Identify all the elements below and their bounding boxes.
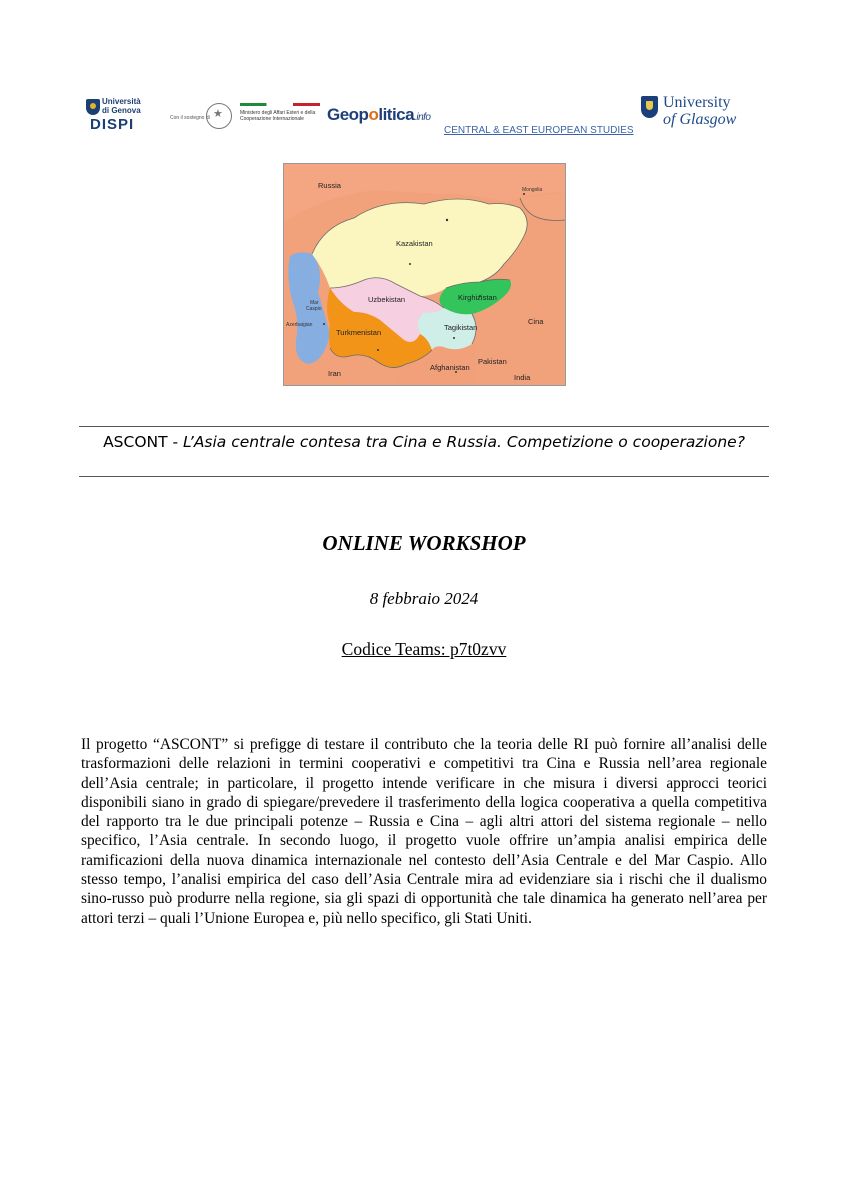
- title-top-rule: [79, 426, 769, 427]
- workshop-heading: ONLINE WORKSHOP: [322, 531, 526, 555]
- geopolitica-info-logo: [325, 99, 441, 132]
- ministero-sostegno-text: Con il sostegno di: [170, 115, 210, 121]
- map-label-uzbekistan: Uzbekistan: [368, 295, 406, 304]
- ministero-logo-text: Ministero degli Affari Esteri e della Cooperazione Internazionale: [240, 110, 316, 122]
- map-label-pakistan: Pakistan: [478, 357, 507, 366]
- glasgow-shield-icon: [641, 96, 658, 118]
- teams-code: Codice Teams: p7t0zvv: [341, 639, 507, 659]
- genova-crest-icon: [86, 99, 100, 115]
- map-label-mar: Mar: [310, 300, 319, 306]
- map-svg: [284, 164, 565, 385]
- glasgow-logo-line1: University: [663, 94, 731, 111]
- project-description: Il progetto “ASCONT” si prefigge di testare il contributo che la teoria delle RI può fornire all’analisi delle trasformazioni delle relazioni in termini cooperativi e competitivi tra Cina e Russia nell’area regionale dell’Asia centrale; in particolare, il progetto intende verificare in che misura i diversi approcci teorici disponibili siano in grado di spiegare/prevedere il trasferimento della logica cooperativa a quella competitiva del rapporto tra le due principali potenze – Russia e Cina – agli altri attori del sistema regionale – nello specifico, l’Asia centrale. In secondo luogo, il progetto vuole offrire un’ampia analisi empirica delle ramificazioni della nuova dinamica internazionale nel contesto dell’Asia Centrale e del Mar Caspio. Allo stesso tempo, l’analisi empirica del caso dell’Asia Centrale mira ad evidenziare sia i rischi che il dualismo sino-russo può produrre nella regione, sia gli spazi di opportunità che tale dinamica ha generato nell’area per attori terzi – quali l’Unione Europea e, più nello specifico, gli Stati Uniti.: [81, 736, 767, 927]
- ministero-affari-esteri-logo: [168, 97, 324, 135]
- italian-flag-stripe-icon: [240, 103, 320, 106]
- map-label-iran: Iran: [328, 369, 341, 378]
- central-east-european-studies-link[interactable]: CENTRAL & EAST EUROPEAN STUDIES: [444, 125, 634, 136]
- geopolitica-o: o: [368, 105, 379, 124]
- genova-logo-line1: Università: [102, 97, 141, 106]
- genova-logo-line2: di Genova: [102, 106, 141, 115]
- map-label-kazakistan: Kazakistan: [396, 239, 433, 248]
- mongolia-region: [520, 192, 565, 221]
- geopolitica-suffix: litica: [378, 105, 415, 124]
- dispi-logo-text: DISPI: [90, 116, 135, 133]
- map-label-russia: Russia: [318, 181, 341, 190]
- map-label-azerbaigian: Azerbaigian: [286, 322, 313, 328]
- italian-emblem-icon: [206, 103, 232, 129]
- geopolitica-prefix: Geop: [327, 105, 369, 124]
- title-bottom-rule: [79, 476, 769, 477]
- glasgow-logo-line2: of Glasgow: [663, 111, 737, 128]
- map-label-turkmenistan: Turkmenistan: [336, 328, 382, 337]
- map-label-mongolia: Mongolia: [522, 187, 543, 193]
- universita-genova-dispi-logo: [80, 95, 152, 135]
- project-title: [79, 430, 769, 454]
- map-label-cina: Cina: [528, 317, 544, 326]
- project-title-separator: -: [167, 433, 184, 451]
- project-title-text: L’Asia centrale contesa tra Cina e Russia. Competizione o cooperazione?: [183, 433, 745, 451]
- map-label-kirghizistan: Kirghizistan: [458, 293, 497, 302]
- central-asia-map: [283, 163, 566, 386]
- geopolitica-tld: .info: [414, 112, 431, 123]
- event-date: 8 febbraio 2024: [369, 589, 479, 608]
- map-label-india: India: [514, 373, 531, 382]
- university-of-glasgow-logo: [638, 90, 743, 135]
- map-label-tagikistan: Tagikistan: [444, 323, 478, 332]
- project-acronym: ASCONT: [103, 433, 168, 451]
- map-label-caspio: Caspio: [306, 306, 322, 312]
- map-label-afghanistan: Afghanistan: [430, 363, 470, 372]
